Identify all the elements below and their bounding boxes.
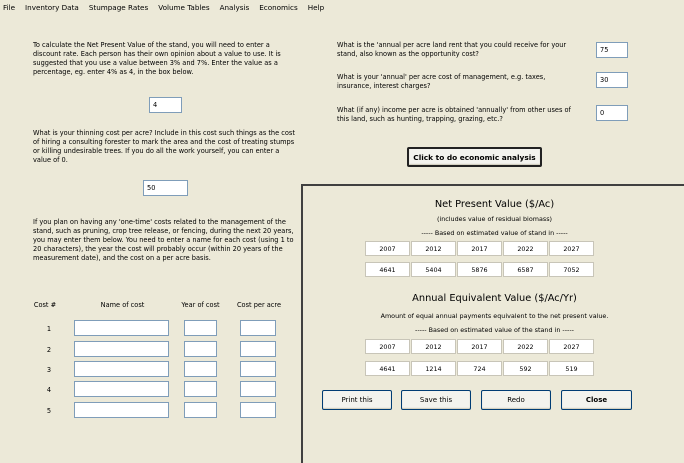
- cost-name-input[interactable]: [74, 381, 169, 397]
- aev-value-cell: 4641: [365, 361, 410, 376]
- discount-rate-text: To calculate the Net Present Value of the stand, you will need to enter a discount rate. Each person has their own opinion about a value to use. It is suggested that you use a value between 3% and 7%. Enter the value as a percentage, eg. enter 4% as 4, in the box below.: [33, 41, 281, 76]
- save-button[interactable]: Save this: [401, 390, 471, 410]
- cost-row-number: 4: [46, 386, 52, 394]
- cost-year-input[interactable]: [184, 381, 217, 397]
- cost-year-input[interactable]: [184, 320, 217, 336]
- npv-year-cell: 2017: [457, 241, 502, 256]
- aev-year-cell: 2017: [457, 339, 502, 354]
- cost-row-number: 5: [46, 407, 52, 415]
- aev-basis-label: ----- Based on estimated value of the stand in -----: [415, 326, 574, 334]
- aev-value-cell: 592: [503, 361, 548, 376]
- aev-year-cell: 2027: [549, 339, 594, 354]
- header-cost-name: Name of cost: [100, 301, 145, 309]
- aev-year-cell: 2007: [365, 339, 410, 354]
- menu-economics[interactable]: Economics: [259, 2, 298, 12]
- print-button[interactable]: Print this: [322, 390, 392, 410]
- npv-year-cell: 2012: [411, 241, 456, 256]
- cost-year-input[interactable]: [184, 361, 217, 377]
- management-cost-text: What is your 'annual' per acre cost of management, e.g. taxes, insurance, interest charges?: [337, 73, 546, 90]
- menu-bar: [0, 0, 684, 14]
- cost-per-acre-input[interactable]: [240, 381, 276, 397]
- npv-value-cell: 7052: [549, 262, 594, 277]
- cost-year-input[interactable]: [184, 402, 217, 418]
- thinning-cost-input[interactable]: 50: [143, 180, 188, 196]
- aev-title: Annual Equivalent Value ($/Ac/Yr): [412, 293, 577, 304]
- cost-year-input[interactable]: [184, 341, 217, 357]
- thinning-cost-text: What is your thinning cost per acre? Include in this cost such things as the cost of hiring a consulting forester to mark the area and the cost of treating stumps or killing undesirable trees. If you do all the work yourself, you can enter a value of 0.: [33, 129, 295, 164]
- header-cost-year: Year of cost: [181, 301, 220, 309]
- npv-title: Net Present Value ($/Ac): [434, 199, 555, 210]
- management-cost-input[interactable]: 30: [596, 72, 628, 88]
- menu-inventory-data[interactable]: Inventory Data: [25, 2, 79, 12]
- aev-value-cell: 519: [549, 361, 594, 376]
- npv-value-cell: 4641: [365, 262, 410, 277]
- menu-help[interactable]: Help: [307, 2, 325, 12]
- land-rent-text: What is the 'annual per acre land rent that you could receive for your stand, also known as the opportunity cost?: [337, 41, 567, 58]
- npv-year-cell: 2007: [365, 241, 410, 256]
- cost-name-input[interactable]: [74, 402, 169, 418]
- cost-row-number: 1: [46, 325, 52, 333]
- cost-per-acre-input[interactable]: [240, 320, 276, 336]
- aev-value-cell: 1214: [411, 361, 456, 376]
- header-cost-per-acre: Cost per acre: [236, 301, 282, 309]
- npv-year-cell: 2027: [549, 241, 594, 256]
- cost-row-number: 3: [46, 366, 52, 374]
- menu-analysis[interactable]: Analysis: [219, 2, 250, 12]
- npv-value-cell: 5404: [411, 262, 456, 277]
- cost-name-input[interactable]: [74, 320, 169, 336]
- npv-subtitle: (includes value of residual biomass): [436, 215, 553, 223]
- cost-name-input[interactable]: [74, 361, 169, 377]
- land-rent-input[interactable]: 75: [596, 42, 628, 58]
- npv-year-cell: 2022: [503, 241, 548, 256]
- menu-file[interactable]: File: [3, 2, 16, 12]
- menu-volume-tables[interactable]: Volume Tables: [158, 2, 210, 12]
- other-income-input[interactable]: 0: [596, 105, 628, 121]
- discount-rate-input[interactable]: 4: [149, 97, 182, 113]
- aev-year-cell: 2012: [411, 339, 456, 354]
- cost-per-acre-input[interactable]: [240, 361, 276, 377]
- one-time-costs-text: If you plan on having any 'one-time' costs related to the management of the stand, such as pruning, crop tree release, or fencing, during the next 20 years, you may enter them below. You need to enter a name for each cost (using 1 to 20 characters), the year the cost will probably occur (within 20 years of the measurement date), and the cost on a per acre basis.: [33, 218, 294, 262]
- menu-stumpage-rates[interactable]: Stumpage Rates: [88, 2, 149, 12]
- economic-analysis-button[interactable]: Click to do economic analysis: [407, 147, 542, 167]
- cost-row-number: 2: [46, 346, 52, 354]
- redo-button[interactable]: Redo: [481, 390, 551, 410]
- close-button[interactable]: Close: [561, 390, 632, 410]
- other-income-text: What (if any) income per acre is obtained 'annually' from other uses of this land, such as hunting, trapping, grazing, etc.?: [337, 106, 571, 123]
- aev-value-cell: 724: [457, 361, 502, 376]
- aev-subtitle: Amount of equal annual payments equivalent to the net present value.: [380, 312, 609, 320]
- cost-name-input[interactable]: [74, 341, 169, 357]
- cost-per-acre-input[interactable]: [240, 341, 276, 357]
- header-cost-number: Cost #: [33, 301, 57, 309]
- npv-value-cell: 5876: [457, 262, 502, 277]
- npv-basis-label: ----- Based on estimated value of stand in -----: [421, 229, 568, 237]
- cost-per-acre-input[interactable]: [240, 402, 276, 418]
- npv-value-cell: 6587: [503, 262, 548, 277]
- results-panel: [301, 184, 684, 463]
- aev-year-cell: 2022: [503, 339, 548, 354]
